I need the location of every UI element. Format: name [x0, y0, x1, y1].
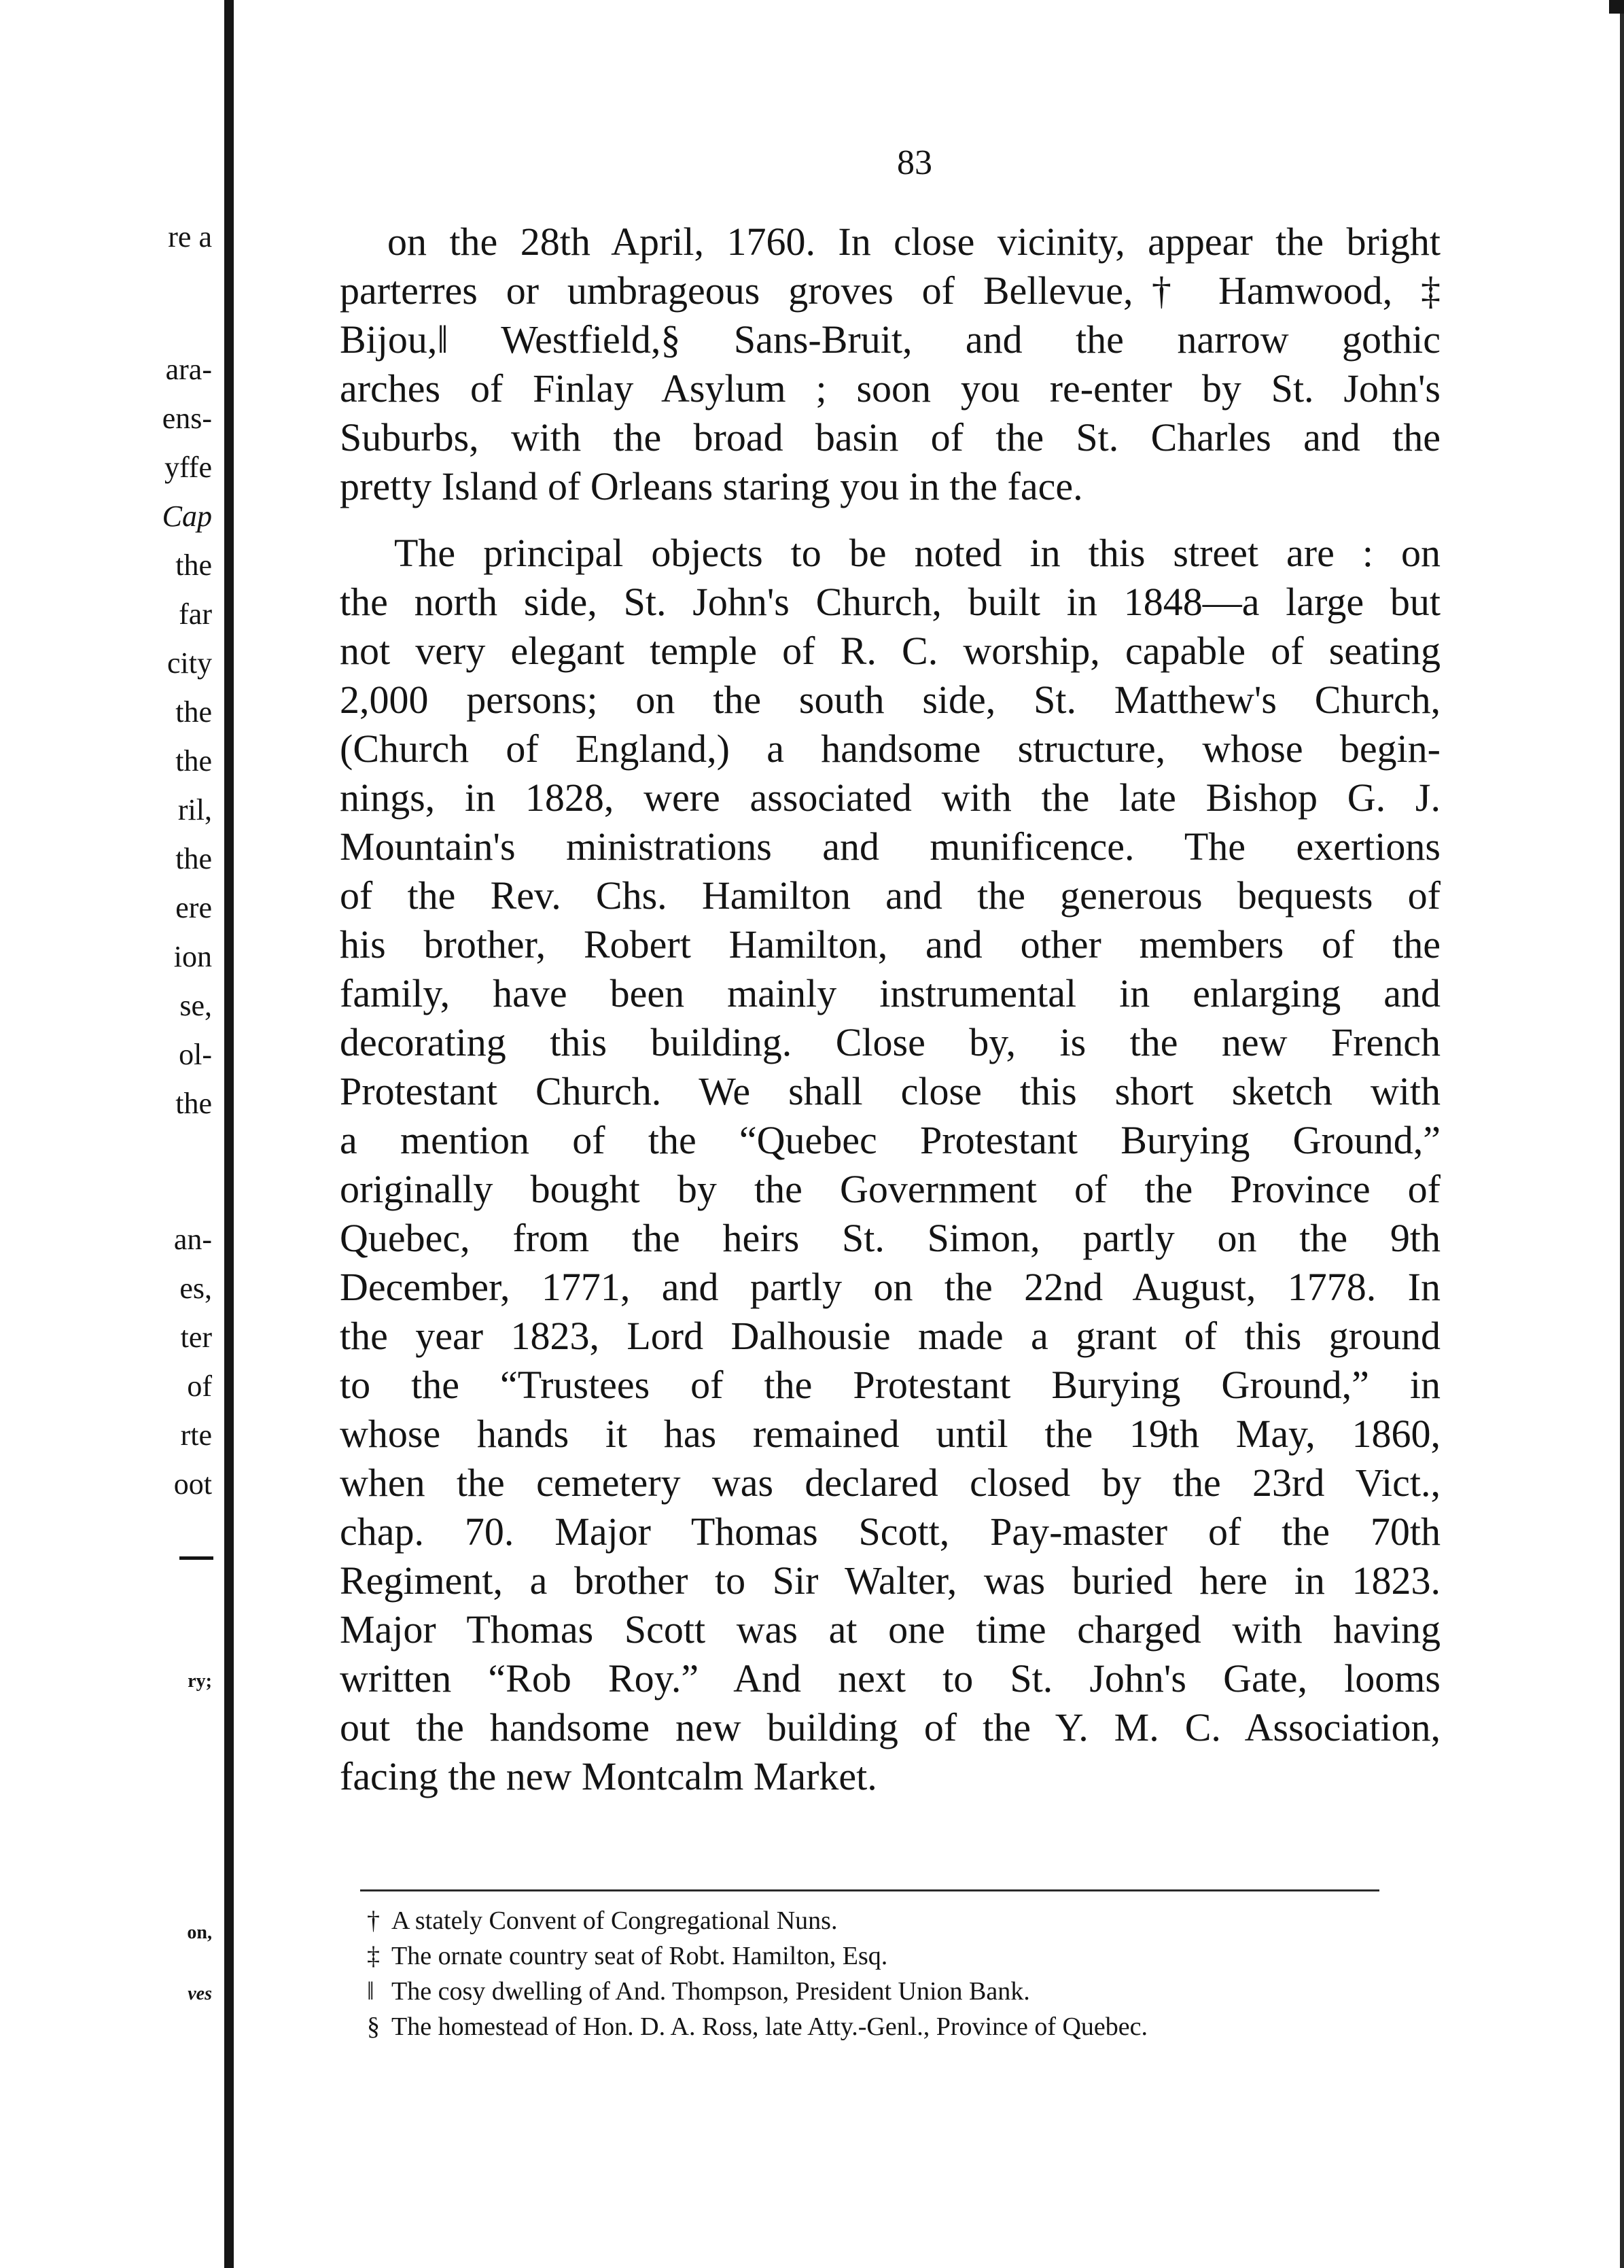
paragraph — [340, 529, 1441, 1801]
text-line: not very elegant temple of R. C. worship, capable of seating — [340, 629, 1441, 673]
paragraph — [340, 217, 1441, 511]
footnote-text: The ornate country seat of Robt. Hamilton, Esq. — [391, 1942, 888, 1970]
facing-page-text: ara- — [165, 353, 212, 386]
text-line: Suburbs, with the broad basin of the St. Charles and the — [340, 415, 1441, 459]
text-line: family, have been mainly instrumental in enlarging and — [340, 971, 1441, 1015]
text-line: his brother, Robert Hamilton, and other members of the — [340, 922, 1441, 966]
footnotes — [367, 1903, 1427, 2044]
body-text — [340, 217, 1441, 1801]
footnote-rule — [360, 1889, 1379, 1891]
text-line: whose hands it has remained until the 19th May, 1860, — [340, 1412, 1441, 1456]
footnote-mark: † — [367, 1906, 380, 1935]
text-line: decorating this building. Close by, is the new French — [340, 1020, 1441, 1064]
text-line: Bijou,‖ Westfield,§ Sans-Bruit, and the narrow gothic — [340, 317, 1441, 362]
facing-page-fragment — [0, 0, 224, 2268]
text-line: pretty Island of Orleans staring you in the face. — [340, 464, 1083, 508]
text-line: to the “Trustees of the Protestant Burying Ground,” in — [340, 1363, 1441, 1407]
facing-page-text: ens- — [162, 402, 212, 435]
text-line: arches of Finlay Asylum ; soon you re-enter by St. John's — [340, 366, 1441, 411]
facing-page-text: oot — [173, 1467, 212, 1501]
footnote-mark: § — [367, 2012, 380, 2041]
footnote-text: The homestead of Hon. D. A. Ross, late Atty.-Genl., Province of Quebec. — [391, 2012, 1148, 2041]
facing-page-text: the — [175, 1087, 212, 1120]
facing-page-text: yffe — [164, 451, 212, 484]
text-line: The principal objects to be noted in this street are : on — [394, 531, 1441, 575]
text-line: Protestant Church. We shall close this short sketch with — [340, 1069, 1441, 1113]
footnote — [367, 1903, 1427, 1938]
facing-page-text: se, — [179, 989, 212, 1022]
footnote-text: The cosy dwelling of And. Thompson, President Union Bank. — [391, 1977, 1030, 2006]
text-line: Quebec, from the heirs St. Simon, partly on the 9th — [340, 1216, 1441, 1260]
text-line: nings, in 1828, were associated with the late Bishop G. J. — [340, 775, 1441, 820]
text-line: the year 1823, Lord Dalhousie made a grant of this ground — [340, 1314, 1441, 1358]
page-edge — [1620, 0, 1624, 2268]
facing-page-text: an- — [173, 1223, 212, 1256]
footnote-mark: ‖ — [367, 1977, 374, 2006]
footnote — [367, 1974, 1427, 2009]
facing-page-text: ter — [180, 1321, 212, 1354]
page-number: 83 — [897, 143, 932, 182]
text-line: Regiment, a brother to Sir Walter, was buried here in 1823. — [340, 1558, 1441, 1603]
divider-rule — [179, 1556, 213, 1560]
book-gutter — [224, 0, 234, 2268]
facing-page-text: ere — [175, 891, 212, 924]
facing-page-text: Cap — [162, 500, 212, 533]
footnote-text: A stately Convent of Congregational Nuns. — [391, 1906, 838, 1935]
facing-page-text: re a — [168, 220, 212, 254]
text-line: originally bought by the Government of the Province of — [340, 1167, 1441, 1211]
footnote-mark: ‡ — [367, 1942, 380, 1970]
footnote — [367, 2009, 1427, 2044]
text-line: out the handsome new building of the Y. M. C. Association, — [340, 1705, 1441, 1749]
footnote — [367, 1938, 1427, 1974]
text-line: parterres or umbrageous groves of Bellevue,† Hamwood, ‡ — [340, 268, 1441, 313]
facing-page-text: the — [175, 548, 212, 582]
facing-page-text: ion — [173, 940, 212, 973]
text-line: 2,000 persons; on the south side, St. Matthew's Church, — [340, 678, 1441, 722]
facing-page-text: ril, — [177, 793, 212, 826]
text-line: chap. 70. Major Thomas Scott, Pay-master of the 70th — [340, 1510, 1441, 1554]
facing-page-text: of — [187, 1369, 212, 1403]
text-line: Mountain's ministrations and munificence. The exertions — [340, 824, 1441, 869]
facing-page-text: ol- — [179, 1038, 212, 1071]
text-line: December, 1771, and partly on the 22nd August, 1778. In — [340, 1265, 1441, 1309]
text-line: on the 28th April, 1760. In close vicinity, appear the bright — [387, 220, 1441, 264]
facing-page-text: the — [175, 842, 212, 875]
facing-page-text: ves — [188, 1983, 212, 2004]
facing-page-text: the — [175, 744, 212, 778]
facing-page-text: rte — [180, 1418, 212, 1452]
text-line: of the Rev. Chs. Hamilton and the generous bequests of — [340, 873, 1441, 918]
facing-page-text: far — [179, 597, 212, 631]
text-line: Major Thomas Scott was at one time charged with having — [340, 1607, 1441, 1652]
facing-page-text: city — [167, 646, 212, 680]
text-line: (Church of England,) a handsome structure, whose begin- — [340, 727, 1441, 771]
text-line: when the cemetery was declared closed by the 23rd Vict., — [340, 1461, 1441, 1505]
facing-page-text: on, — [187, 1922, 212, 1943]
facing-page-text: es, — [179, 1272, 212, 1305]
text-line: the north side, St. John's Church, built in 1848—a large but — [340, 580, 1441, 624]
text-line: a mention of the “Quebec Protestant Burying Ground,” — [340, 1118, 1441, 1162]
text-line: written “Rob Roy.” And next to St. John's Gate, looms — [340, 1656, 1441, 1700]
facing-page-text: the — [175, 695, 212, 729]
facing-page-text: ry; — [188, 1671, 212, 1692]
page-corner-shadow — [1609, 0, 1624, 14]
text-line: facing the new Montcalm Market. — [340, 1754, 877, 1798]
